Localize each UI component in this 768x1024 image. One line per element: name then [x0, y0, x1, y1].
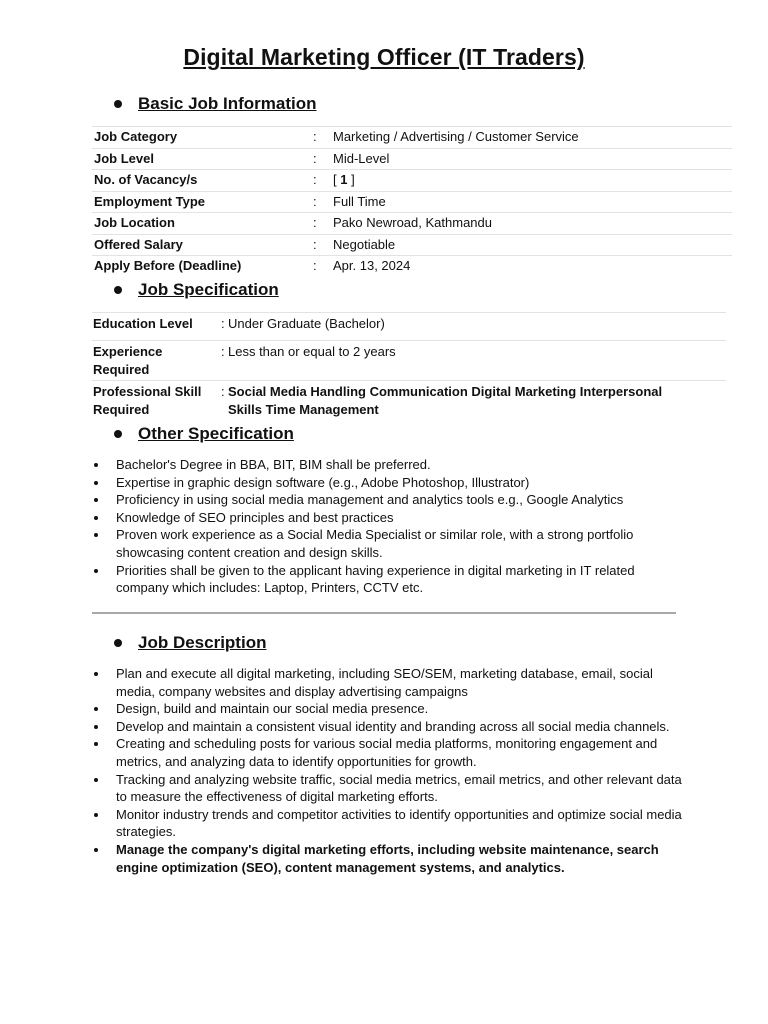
row-separator: :	[313, 129, 317, 144]
section-heading-text: Job Description	[138, 633, 267, 652]
row-label: Offered Salary	[94, 236, 183, 252]
list-item: Develop and maintain a consistent visual identity and branding across all social media channels.	[94, 718, 684, 736]
bullet-icon	[114, 639, 122, 647]
row-separator: :	[221, 384, 225, 399]
list-item: Priorities shall be given to the applicant having experience in digital marketing in IT related company which includes: Laptop, Printers, CCTV etc.	[94, 562, 684, 597]
bullet-icon	[114, 286, 122, 294]
row-label: Apply Before (Deadline)	[94, 258, 242, 273]
vacancy-bracket-close: ]	[347, 172, 355, 187]
list-item: Proficiency in using social media management and analytics tools e.g., Google Analytics	[94, 491, 684, 509]
row-separator: :	[313, 215, 317, 230]
row-value: Under Graduate (Bachelor)	[228, 316, 385, 331]
table-row	[92, 380, 726, 421]
list-item: Plan and execute all digital marketing, including SEO/SEM, marketing database, email, social media, company websites and display advertising campaigns	[94, 665, 684, 700]
row-value: Marketing / Advertising / Customer Service	[333, 129, 579, 144]
row-label: Job Level	[94, 150, 154, 166]
table-row	[92, 312, 726, 340]
other-spec-list	[94, 456, 684, 597]
row-value: Pako Newroad, Kathmandu	[333, 215, 492, 230]
row-separator: :	[221, 344, 225, 359]
row-separator: :	[313, 172, 317, 187]
table-row	[92, 234, 732, 256]
list-item: Proven work experience as a Social Media Specialist or similar role, with a strong portfolio showcasing content creation and design skills.	[94, 526, 684, 561]
row-value: Apr. 13, 2024	[333, 258, 411, 273]
section-heading-desc	[114, 633, 266, 653]
row-separator: :	[313, 236, 317, 252]
basic-info-table	[92, 126, 732, 277]
table-row	[92, 126, 732, 148]
row-separator: :	[221, 316, 225, 331]
job-spec-table	[92, 312, 726, 421]
list-item: Knowledge of SEO principles and best practices	[94, 509, 684, 527]
table-row	[92, 148, 732, 170]
row-value: Mid-Level	[333, 150, 390, 166]
section-heading-text: Other Specification	[138, 424, 294, 443]
list-item: Bachelor's Degree in BBA, BIT, BIM shall be preferred.	[94, 456, 684, 474]
list-item: Creating and scheduling posts for various social media platforms, monitoring engagement and metrics, and analyzing data to identify opportunities for growth.	[94, 735, 684, 770]
table-row	[92, 212, 732, 234]
row-label: Job Category	[94, 129, 178, 144]
row-value: Full Time	[333, 193, 386, 209]
table-row	[92, 255, 732, 277]
section-heading-text: Basic Job Information	[138, 94, 317, 113]
row-label: No. of Vacancy/s	[94, 172, 198, 187]
row-separator: :	[313, 150, 317, 166]
section-heading-spec	[114, 280, 279, 300]
row-label: Education Level	[93, 316, 193, 331]
row-value: Negotiable	[333, 236, 396, 252]
row-value: Less than or equal to 2 years	[228, 344, 396, 359]
table-row	[92, 191, 732, 213]
bullet-icon	[114, 100, 122, 108]
list-item: Tracking and analyzing website traffic, social media metrics, email metrics, and other relevant data to measure the effectiveness of digital marketing efforts.	[94, 771, 684, 806]
row-label: Experience Required	[93, 344, 163, 377]
vacancy-count: 1	[340, 172, 348, 187]
job-description-list	[94, 665, 684, 876]
table-row	[92, 169, 732, 191]
row-value: Social Media Handling Communication Digital Marketing Interpersonal Skills Time Management	[228, 384, 663, 417]
section-heading-text: Job Specification	[138, 280, 279, 299]
row-label: Job Location	[94, 215, 175, 230]
list-item: Manage the company's digital marketing efforts, including website maintenance, search engine optimization (SEO), content management systems, and analytics.	[94, 841, 684, 876]
vacancy-bracket-open: [	[333, 172, 341, 187]
page-title: Digital Marketing Officer (IT Traders)	[183, 44, 585, 70]
divider	[92, 612, 676, 614]
list-item: Monitor industry trends and competitor activities to identify opportunities and optimize social media strategies.	[94, 806, 684, 841]
bullet-icon	[114, 430, 122, 438]
row-separator: :	[313, 193, 317, 209]
row-label: Professional Skill Required	[93, 384, 202, 417]
list-item: Expertise in graphic design software (e.g., Adobe Photoshop, Illustrator)	[94, 474, 684, 492]
row-separator: :	[313, 258, 317, 273]
row-value	[333, 170, 355, 190]
section-heading-basic	[114, 94, 317, 114]
table-row	[92, 340, 726, 380]
row-label: Employment Type	[94, 193, 206, 209]
list-item: Design, build and maintain our social media presence.	[94, 700, 684, 718]
section-heading-other	[114, 424, 294, 444]
